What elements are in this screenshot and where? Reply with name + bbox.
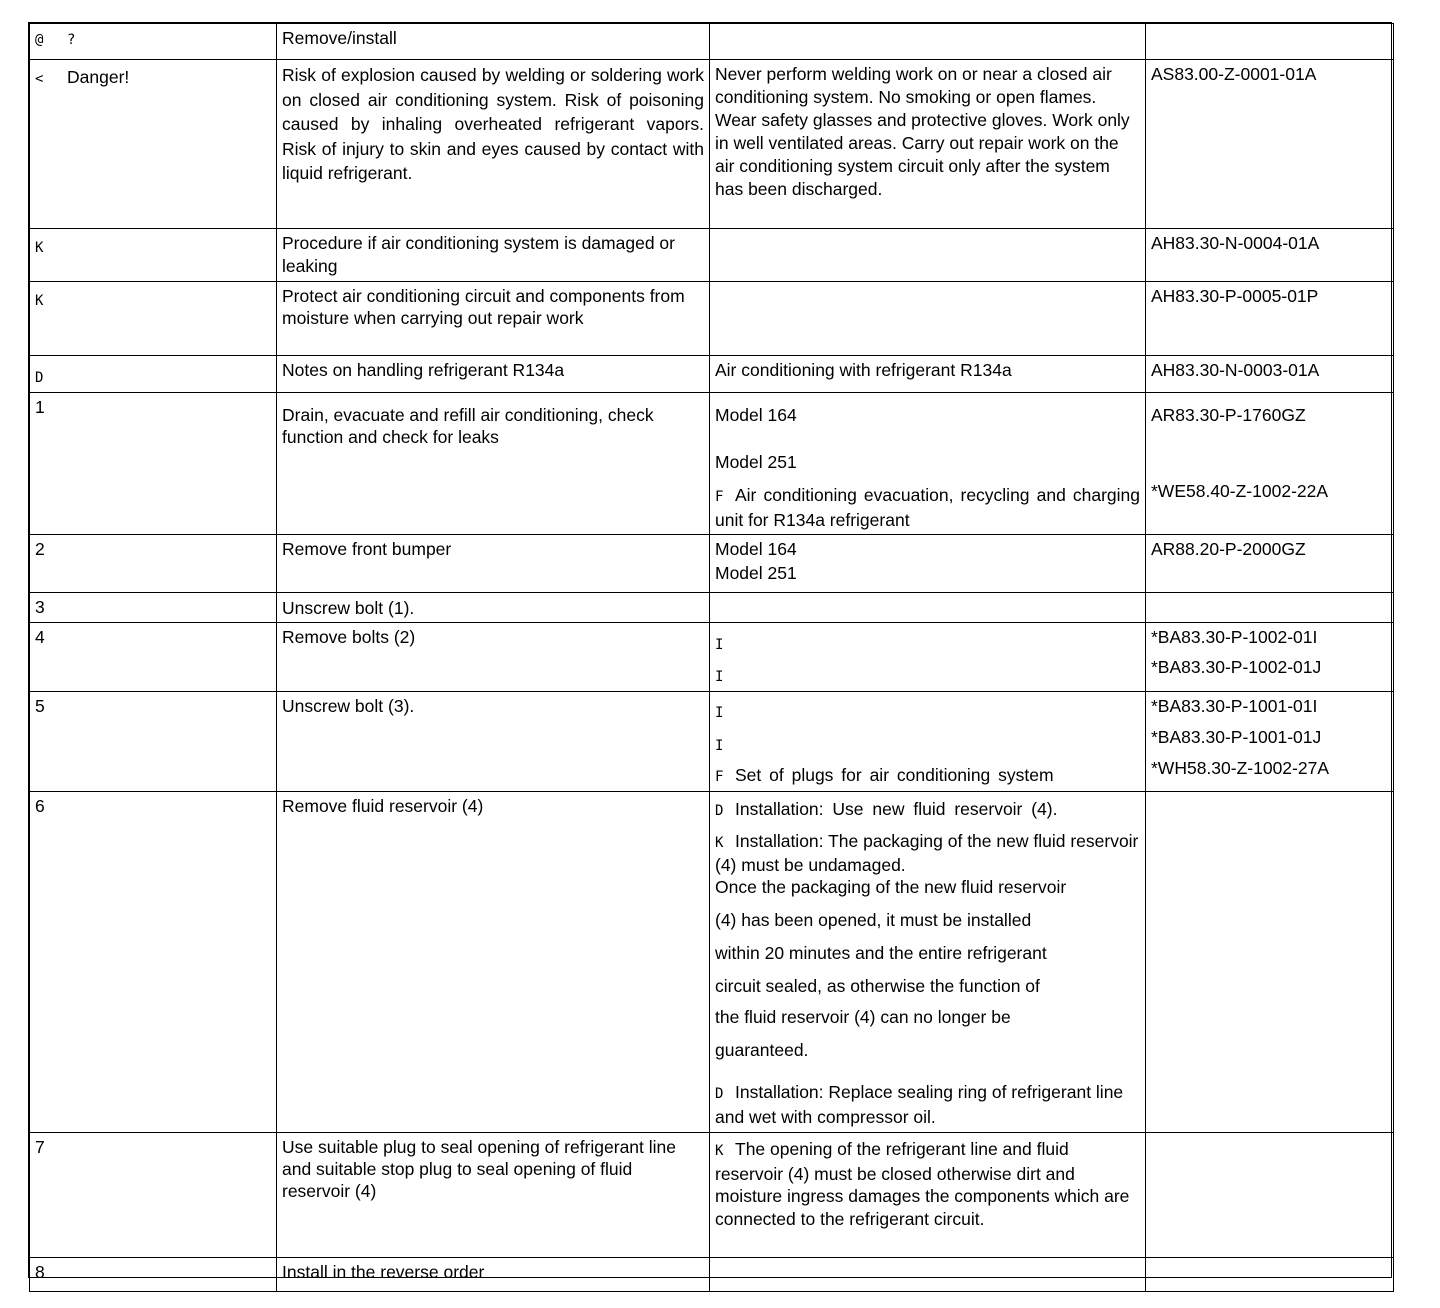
installation-note: D Installation: Use new fluid reservoir (4). [715, 798, 1140, 823]
step-references [1146, 692, 1394, 792]
step-reference: AR88.20-P-2000GZ [1146, 535, 1394, 593]
step-text: Remove front bumper [277, 535, 710, 593]
model-label: Model 251 [715, 563, 797, 583]
note-info: Air conditioning with refrigerant R134a [710, 356, 1146, 393]
note-reference: AH83.30-P-0005-01P [1146, 282, 1394, 356]
header-symbols [30, 24, 277, 60]
note-k-icon: K [715, 835, 724, 851]
danger-measures-text: Never perform welding work on or near a closed air conditioning system. No smoking or open flames. Wear safety glasses and protective gloves. Work only in well ventilated areas. Carry out repair work on the air conditioning system circuit only after the system has been discharged. [710, 60, 1146, 229]
image-reference-icon: I [715, 669, 724, 685]
reference-link: *BA83.30-P-1002-01I [1151, 627, 1318, 647]
note-info [710, 229, 1146, 282]
step-info [710, 393, 1146, 535]
danger-label: Danger! [67, 67, 130, 87]
reference-link: *BA83.30-P-1001-01J [1151, 727, 1322, 747]
reference-link: *WE58.40-Z-1002-22A [1151, 481, 1329, 501]
step-row-1 [30, 393, 1394, 535]
step-info [710, 623, 1146, 692]
step-row-7 [30, 1133, 1394, 1258]
model-label: Model 164 [715, 405, 797, 425]
note-reference: AH83.30-N-0004-01A [1146, 229, 1394, 282]
reference-link: *WH58.30-Z-1002-27A [1151, 758, 1329, 778]
step-text: Unscrew bolt (3). [277, 692, 710, 792]
step-text: Install in the reverse order [277, 1258, 710, 1292]
note-info [710, 282, 1146, 356]
danger-risk-text: Risk of explosion caused by welding or soldering work on closed air conditioning system. Risk of poisoning caused by inhaling overheated refrigerant vapors. Risk of injury to skin and eyes caused by contact with liquid refrigerant. [277, 60, 710, 229]
special-tool-icon: F [715, 489, 724, 505]
note-row [30, 356, 1394, 393]
model-label: Model 164 [715, 539, 797, 559]
installation-note: K Installation: The packaging of the new fluid reservoir (4) must be undamaged. [715, 831, 1139, 875]
danger-row [30, 60, 1394, 229]
step-number: 2 [30, 535, 277, 593]
header-title: Remove/install [277, 24, 710, 60]
note-d-icon: D [715, 1086, 724, 1102]
image-reference-icon: I [715, 705, 724, 721]
reference-link: *BA83.30-P-1002-01J [1151, 657, 1322, 677]
special-tool-icon: F [715, 769, 724, 785]
installation-note: D Installation: Replace sealing ring of refrigerant line and wet with compressor oil. [715, 1082, 1124, 1127]
note-row [30, 282, 1394, 356]
reference-link: *BA83.30-P-1001-01I [1151, 696, 1318, 716]
tool-line [715, 484, 1140, 532]
reference-link: AR83.30-P-1760GZ [1151, 405, 1306, 425]
note-text: Protect air conditioning circuit and components from moisture when carrying out repair work [277, 282, 710, 356]
step-text: Drain, evacuate and refill air conditioning, check function and check for leaks [277, 393, 710, 535]
step-number: 7 [30, 1133, 277, 1258]
note-k-icon: K [35, 293, 44, 309]
step-row-3 [30, 593, 1394, 623]
danger-warning-icon: < [35, 71, 44, 87]
tool-line [715, 764, 1140, 789]
note-text: Procedure if air conditioning system is damaged or leaking [277, 229, 710, 282]
note-k-icon: K [715, 1143, 724, 1159]
at-symbol-icon: @ [35, 32, 44, 48]
step-references [1146, 393, 1394, 535]
step-number: 1 [30, 393, 277, 535]
tool-text: Set of plugs for air conditioning system [735, 765, 1054, 785]
step-number: 6 [30, 792, 277, 1133]
step-row-5 [30, 692, 1394, 792]
step-row-2 [30, 535, 1394, 593]
step-number: 4 [30, 623, 277, 692]
step-info [710, 692, 1146, 792]
image-reference-icon: I [715, 637, 724, 653]
step-number: 3 [30, 593, 277, 623]
image-reference-icon: I [715, 738, 724, 754]
note-reference: AH83.30-N-0003-01A [1146, 356, 1394, 393]
step-info [710, 535, 1146, 593]
step-number: 8 [30, 1258, 277, 1292]
danger-label-cell [30, 60, 277, 229]
step-info: K The opening of the refrigerant line and fluid reservoir (4) must be closed otherwise dirt and moisture ingress damages the components which are connected to the refrigerant circuit. [710, 1133, 1146, 1258]
step-info: D Installation: Use new fluid reservoir (4). K Installation: The packaging of the new fluid reservoir (4) must be undamaged. Once the packaging of the new fluid reservoir (4) has been opened, it must be installed within 20 minutes and the entire refrigerant circuit sealed, as otherwise the function of the fluid reservoir (4) can no longer be guaranteed. D Installation: Replace sealing ring of refrigerant line and wet with compressor oil. [710, 792, 1146, 1133]
step-row-8 [30, 1258, 1394, 1292]
step-text: Remove fluid reservoir (4) [277, 792, 710, 1133]
note-k-icon: K [35, 240, 44, 256]
step-text: Use suitable plug to seal opening of refrigerant line and suitable stop plug to seal opening of fluid reservoir (4) [277, 1133, 710, 1258]
repair-instruction-sheet [28, 22, 1392, 1282]
note-text: Notes on handling refrigerant R134a [277, 356, 710, 393]
step-references [1146, 623, 1394, 692]
danger-reference: AS83.00-Z-0001-01A [1146, 60, 1394, 229]
tool-text: Air conditioning evacuation, recycling and charging unit for R134a refrigerant [715, 485, 1140, 530]
note-d-icon: D [715, 803, 724, 819]
step-text: Unscrew bolt (1). [277, 593, 710, 623]
step-text: Remove bolts (2) [277, 623, 710, 692]
note-row [30, 229, 1394, 282]
step-number: 5 [30, 692, 277, 792]
step-row-6 [30, 792, 1394, 1133]
step-row-4 [30, 623, 1394, 692]
note-d-icon: D [35, 370, 44, 386]
model-label: Model 251 [715, 452, 797, 472]
instruction-table [29, 23, 1394, 1292]
header-row [30, 24, 1394, 60]
question-symbol-icon: ? [67, 32, 76, 48]
